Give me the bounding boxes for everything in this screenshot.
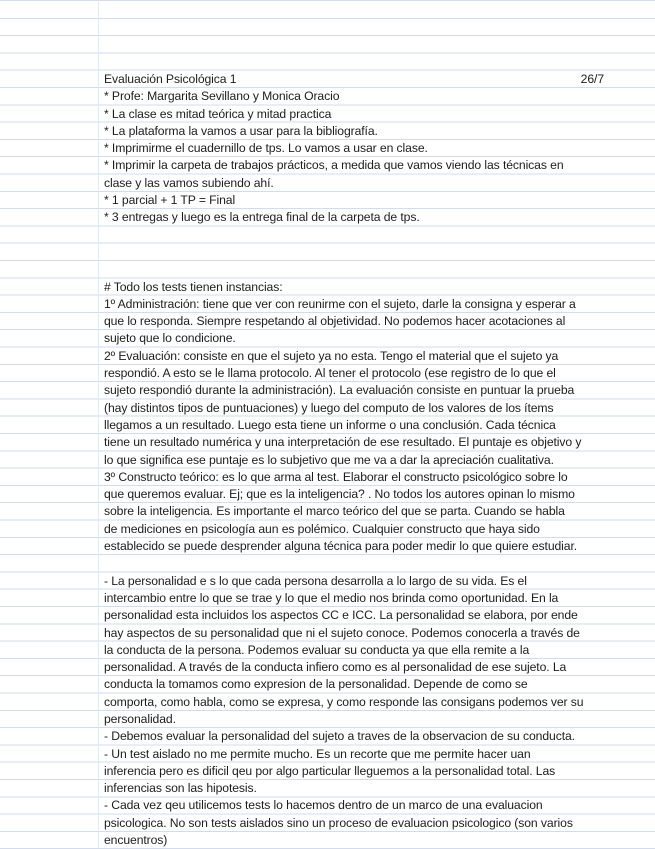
tests-line: sujeto respondió durante la administración). La evaluación consiste en puntuar la prueba <box>104 383 575 398</box>
tests-line: establecido se puede desprender alguna técnica para poder medir lo que quiere estudiar. <box>104 539 578 554</box>
tests-line: llegamos a un resultado. Luego esta tiene un informe o una conclusión. Cada técnica <box>104 417 556 432</box>
personality-line: la conducta de la persona. Podemos evaluar su conducta ya que ella remite a la <box>104 642 530 657</box>
tests-line: # Todo los tests tienen instancias: <box>104 279 283 294</box>
personality-line: comporta, como habla, como se expresa, y como responde las consigans podemos ver su <box>104 694 584 709</box>
blank-line <box>104 555 630 572</box>
personality-line: conducta la tomamos como expresion de la personalidad. Depende de como se <box>104 677 528 692</box>
tests-section <box>104 279 630 556</box>
personality-line: - Un test aislado no me permite mucho. Es un recorte que me permite hacer uan <box>104 746 531 761</box>
note-title: Evaluación Psicológica 1 <box>104 72 237 86</box>
tests-line: 1º Administración: tiene que ver con reunirme con el sujeto, darle la consigna y esperar a <box>104 296 576 311</box>
intro-line: * La clase es mitad teórica y mitad practica <box>104 106 332 121</box>
tests-line: (hay distintos tipos de puntuaciones) y luego del computo de los valores de los ítems <box>104 400 554 415</box>
personality-line: - La personalidad e s lo que cada persona desarrolla a lo largo de su vida. Es el <box>104 573 527 588</box>
note-date: 26/7 <box>580 72 604 86</box>
blank-line <box>104 261 630 278</box>
tests-line: sujeto que lo condicione. <box>104 331 236 346</box>
personality-line: personalidad. A través de la conducta infiero como es al personalidad de ese sujeto. La <box>104 660 567 675</box>
personality-line: encuentros) <box>104 833 168 848</box>
personality-line: - Debemos evaluar la personalidad del sujeto a traves de la observacion de su conducta. <box>104 729 575 744</box>
intro-line: * Imprimirme el cuadernillo de tps. Lo vamos a usar en clase. <box>104 141 428 156</box>
personality-section <box>104 573 630 849</box>
tests-line: lo que significa ese puntaje es lo subjetivo que me va a dar la apreciación cualitativa. <box>104 452 554 467</box>
intro-line: * Profe: Margarita Sevillano y Monica Oracio <box>104 89 340 104</box>
personality-line: personalidad. <box>104 711 176 726</box>
personality-line: - Cada vez qeu utilicemos tests lo hacemos dentro de un marco de una evaluacion <box>104 798 543 813</box>
tests-line: tiene un resultado numérica y una interpretación de ese resultado. El puntaje es objetivo y <box>104 435 582 450</box>
personality-line: inferencia pero es dificil qeu por algo particular lleguemos a la personalidad total. Las <box>104 763 556 778</box>
tests-line: respondió. A esto se le llama protocolo. Al tener el protocolo (ese registro de lo que el <box>104 366 556 381</box>
blank-line <box>104 244 630 261</box>
intro-line: clase y las vamos subiendo ahí. <box>104 175 274 190</box>
personality-line: personalidad esta incluidos los aspectos CC e ICC. La personalidad se elabora, por ende <box>104 608 578 623</box>
notebook-margin-line <box>98 0 99 848</box>
intro-line: * La plataforma la vamos a usar para la bibliografía. <box>104 123 378 138</box>
personality-line: hay aspectos de su personalidad que ni el sujeto conoce. Podemos conocerla a través de <box>104 625 580 640</box>
tests-line: de mediciones en psicología aun es polémico. Cualquier constructo que haya sido <box>104 521 540 536</box>
intro-section <box>104 88 630 226</box>
personality-line: intercambio entre lo que se trae y lo que el medio nos brinda como oportunidad. En la <box>104 590 559 605</box>
note-body <box>104 71 630 849</box>
tests-line: 2º Evaluación: consiste en que el sujeto ya no esta. Tengo el material que el sujeto ya <box>104 348 559 363</box>
intro-line: * Imprimir la carpeta de trabajos prácticos, a medida que vamos viendo las técnicas en <box>104 158 564 173</box>
tests-line: 3º Constructo teórico: es lo que arma al test. Elaborar el constructo psicológico sobre lo <box>104 469 568 484</box>
tests-line: sobre la inteligencia. Es importante el marco teórico del que se parta. Cuando se habla <box>104 504 565 519</box>
intro-line: * 1 parcial + 1 TP = Final <box>104 193 236 208</box>
personality-line: inferencias son las hipotesis. <box>104 781 257 796</box>
intro-line: * 3 entregas y luego es la entrega final de la carpeta de tps. <box>104 210 420 225</box>
note-title-row <box>104 71 630 88</box>
tests-line: que queremos evaluar. Ej; que es la inteligencia? . No todos los autores opinan lo mismo <box>104 487 575 502</box>
blank-line <box>104 227 630 244</box>
tests-line: que lo responda. Siempre respetando al objetividad. No podemos hacer acotaciones al <box>104 314 566 329</box>
personality-line: psicologica. No son tests aislados sino un proceso de evaluacion psicologico (son varios <box>104 815 573 830</box>
